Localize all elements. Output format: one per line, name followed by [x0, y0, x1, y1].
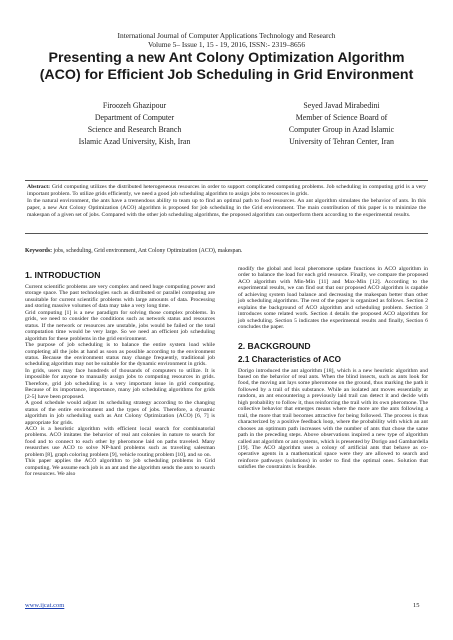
author-affiliation: University of Tehran Center, Iran — [289, 137, 394, 146]
author-block — [0, 100, 453, 160]
abstract-paragraph-2: In the natural environment, the ants have a tremendous ability to team up to find an optimal path to food resources. An ant algorithm simulates the behavior of ants. In this paper, a new Ant Colony Optimization (ACO) algorithm is proposed for job scheduling in the Grid environment. The main contribution of this paper is to minimize the makespan of a given set of jobs. Compared with the other job scheduling algorithms, the proposed algorithm can outperform them according to the experimental results. — [27, 197, 426, 218]
journal-header — [0, 31, 453, 49]
title-line-2: (ACO) for Efficient Job Scheduling in Grid Environment — [39, 67, 414, 83]
body-paragraph: In grids, users may face hundreds of thousands of computers to utilize. It is impossible for anyone to manually assign jobs to computing resources in grids. Therefore, grid job scheduling is a very important issue in grid computing. Because of its importance, importance, many job scheduling algorithms for grids [2-5] have been proposed. — [25, 367, 215, 400]
keywords-label: Keywords: — [25, 248, 53, 254]
body-paragraph: A good schedule would adjust its scheduling strategy according to the changing status of the entire environment and the types of jobs. Therefore, a dynamic algorithm in job scheduling such as Ant Colony Optimization (ACO) [6, 7] is appropriate for grids. — [25, 400, 215, 426]
author-affiliation: Islamic Azad University, Kish, Iran — [78, 137, 191, 146]
subsection-heading-aco: 2.1 Characteristics of ACO — [238, 354, 341, 364]
page-number: 15 — [413, 602, 420, 609]
paper-title — [20, 50, 433, 84]
keywords-text: jobs, scheduling, Grid environment, Ant Colony Optimization (ACO), makespan. — [53, 248, 243, 254]
body-paragraph: Dorigo introduced the ant algorithm [18], which is a new heuristic algorithm and based on the behavior of real ants. When the blind insects, such as ants look for food, the moving ant lays some pheromone on the ground, thus marking the path it followed by a trail of this substance. While an isolated ant moves essentially at random, an ant encountering a previously laid trail can detect it and decide with high probability to follow it, thus reinforcing the trail with its own pheromone. The collective behavior that emerges means where the more are the ants following a trail, the more that trail becomes attractive for being followed. The process is thus characterized by a positive feedback loop, where the probability with which an ant chooses an optimum path increases with the number of ants that chose the same path in the preceding steps. Above observations inspired a new type of algorithm called ant algorithm or ant systems, which is presented by Dorigo and Gambardella [19]. The ACO algorithm uses a colony of artificial ants that behave as co-operative agents in a mathematical space were they are allowed to search and reinforce pathways (solutions) in order to find the optimal ones. Solution that satisfies the constraints is feasible. — [238, 367, 428, 471]
footer-website-link[interactable]: www.ijcat.com — [25, 602, 65, 609]
section-heading-introduction: 1. INTRODUCTION — [25, 270, 101, 280]
author-name: Firoozeh Ghazipour — [102, 101, 167, 110]
journal-name: International Journal of Computer Applications Technology and Research — [117, 31, 336, 40]
right-column — [238, 266, 428, 471]
title-line-1: Presenting a new Ant Colony Optimization Algorithm — [48, 50, 405, 66]
abstract-label: Abstract: — [27, 184, 51, 190]
author-2 — [254, 100, 429, 148]
body-paragraph: Grid computing [1] is a new paradigm for solving those complex problems. In grids, we need to consider the conditions such as network status and resources status. If the network or resources are unstable, jobs would be failed or the total computation time would be very large. So we need an efficient job scheduling algorithm for these problems in the grid environment. — [25, 309, 215, 342]
journal-volume: Volume 5– Issue 1, 15 - 19, 2016, ISSN:- 2319–8656 — [147, 40, 306, 49]
author-1 — [52, 100, 217, 148]
body-paragraph: Current scientific problems are very complex and need huge computing power and storage space. The past technologies such as distributed or parallel computing are unsuitable for current scientific problems with large amounts of data. Processing and storing massive volumes of data may take a very long time. — [25, 284, 215, 310]
abstract — [25, 180, 428, 234]
abstract-paragraph-1 — [27, 184, 426, 198]
author-affiliation: Science and Research Branch — [87, 125, 182, 134]
section-heading-background: 2. BACKGROUND — [238, 340, 311, 351]
author-affiliation: Computer Group in Azad Islamic — [288, 125, 395, 134]
body-paragraph: ACO is a heuristic algorithm with efficient local search for combinatorial problems. ACO imitates the behavior of real ant colonies in nature to search for food and to connect to each other by pheromone laid on paths traveled. Many researches use ACO to solve NP-hard problems such as traveling salesman problem [8], graph coloring problem [9], vehicle routing problem [10], and so on. — [25, 425, 215, 458]
abstract-text-1: Grid computing utilizes the distributed heterogeneous resources in order to support complicated computing problems. Job scheduling in computing grid is a very important problem. To utilize grids efficiently, we need a good job scheduling algorithm to assign jobs to resources in grids. — [27, 184, 427, 197]
author-affiliation: Department of Computer — [94, 113, 175, 122]
body-paragraph: This paper applies the ACO algorithm to job scheduling problems in Grid computing. We assume each job is an ant and the algorithm sends the ants to search for resources. We also — [25, 458, 215, 478]
body-paragraph: modify the global and local pheromone update functions in ACO algorithm in order to balance the load for each grid resource. Finally, we compare the proposed ACO algorithm with Min-Min [11] and Max-Min [12]. According to the experimental results, we can find out that our proposed ACO algorithm is capable of achieving system load balance and decreasing the makespan better than other job scheduling algorithms. The rest of the paper is organized as follows. Section 2 explains the background of ACO algorithm and scheduling problem. Section 3 introduces some related work. Section 4 details the proposed ACO algorithm for job scheduling. Section 5 indicates the experimental results and finally, Section 6 concludes the paper. — [238, 266, 428, 331]
body-paragraph: The purpose of job scheduling is to balance the entire system load while completing all the jobs at hand as soon as possible according to the environment status. Because the environment status may change frequently, traditional job scheduling algorithm may not be suitable for the dynamic environment in grids. — [25, 342, 215, 368]
author-name: Seyed Javad Mirabedini — [303, 101, 380, 110]
left-column — [25, 266, 215, 478]
keywords — [25, 248, 428, 255]
section-gap — [238, 331, 428, 337]
author-affiliation: Member of Science Board of — [295, 113, 388, 122]
